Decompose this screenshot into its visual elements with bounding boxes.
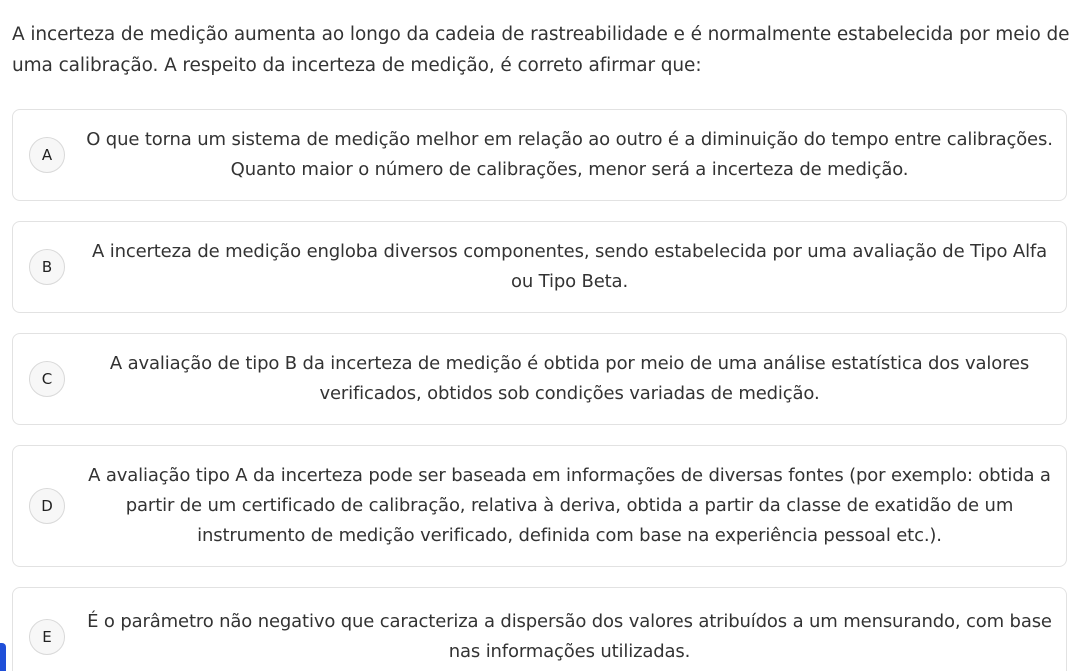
option-letter-c[interactable]: C	[29, 361, 65, 397]
option-text-b[interactable]: A incerteza de medição engloba diversos componentes, sendo estabelecida por uma avaliação de Tipo Alfa ou Tipo Beta.	[91, 241, 1047, 292]
option-text-a[interactable]: O que torna um sistema de medição melhor em relação ao outro é a diminuição do tempo entre calibrações. Quanto maior o número de calibrações, menor será a incerteza de medição.	[86, 129, 1053, 180]
option-letter-e[interactable]: E	[29, 619, 65, 655]
option-letter-a[interactable]: A	[29, 137, 65, 173]
question-text: A incerteza de medição aumenta ao longo da cadeia de rastreabilidade e é normalmente estabelecida por meio de uma calibração. A respeito da incerteza de medição, é correto afirmar que:	[12, 24, 1070, 76]
option-text-d[interactable]: A avaliação tipo A da incerteza pode ser baseada em informações de diversas fontes (por exemplo: obtida a partir de um certificado de calibração, relativa à deriva, obtida a partir da classe de exatidão de um instrumento de medição verificado, definida com base na experiência pessoal etc.).	[88, 465, 1051, 546]
side-tab-handle[interactable]	[0, 643, 6, 671]
option-b[interactable]	[12, 221, 1067, 313]
option-c[interactable]	[12, 333, 1067, 425]
option-e[interactable]	[12, 587, 1067, 671]
option-text-e[interactable]: É o parâmetro não negativo que caracteriza a dispersão dos valores atribuídos a um mensurando, com base nas informações utilizadas.	[87, 611, 1052, 662]
option-d[interactable]	[12, 445, 1067, 567]
option-letter-b[interactable]: B	[29, 249, 65, 285]
option-text-c[interactable]: A avaliação de tipo B da incerteza de medição é obtida por meio de uma análise estatística dos valores verificados, obtidos sob condições variadas de medição.	[109, 353, 1030, 404]
option-a[interactable]	[12, 109, 1067, 201]
option-letter-d[interactable]: D	[29, 488, 65, 524]
